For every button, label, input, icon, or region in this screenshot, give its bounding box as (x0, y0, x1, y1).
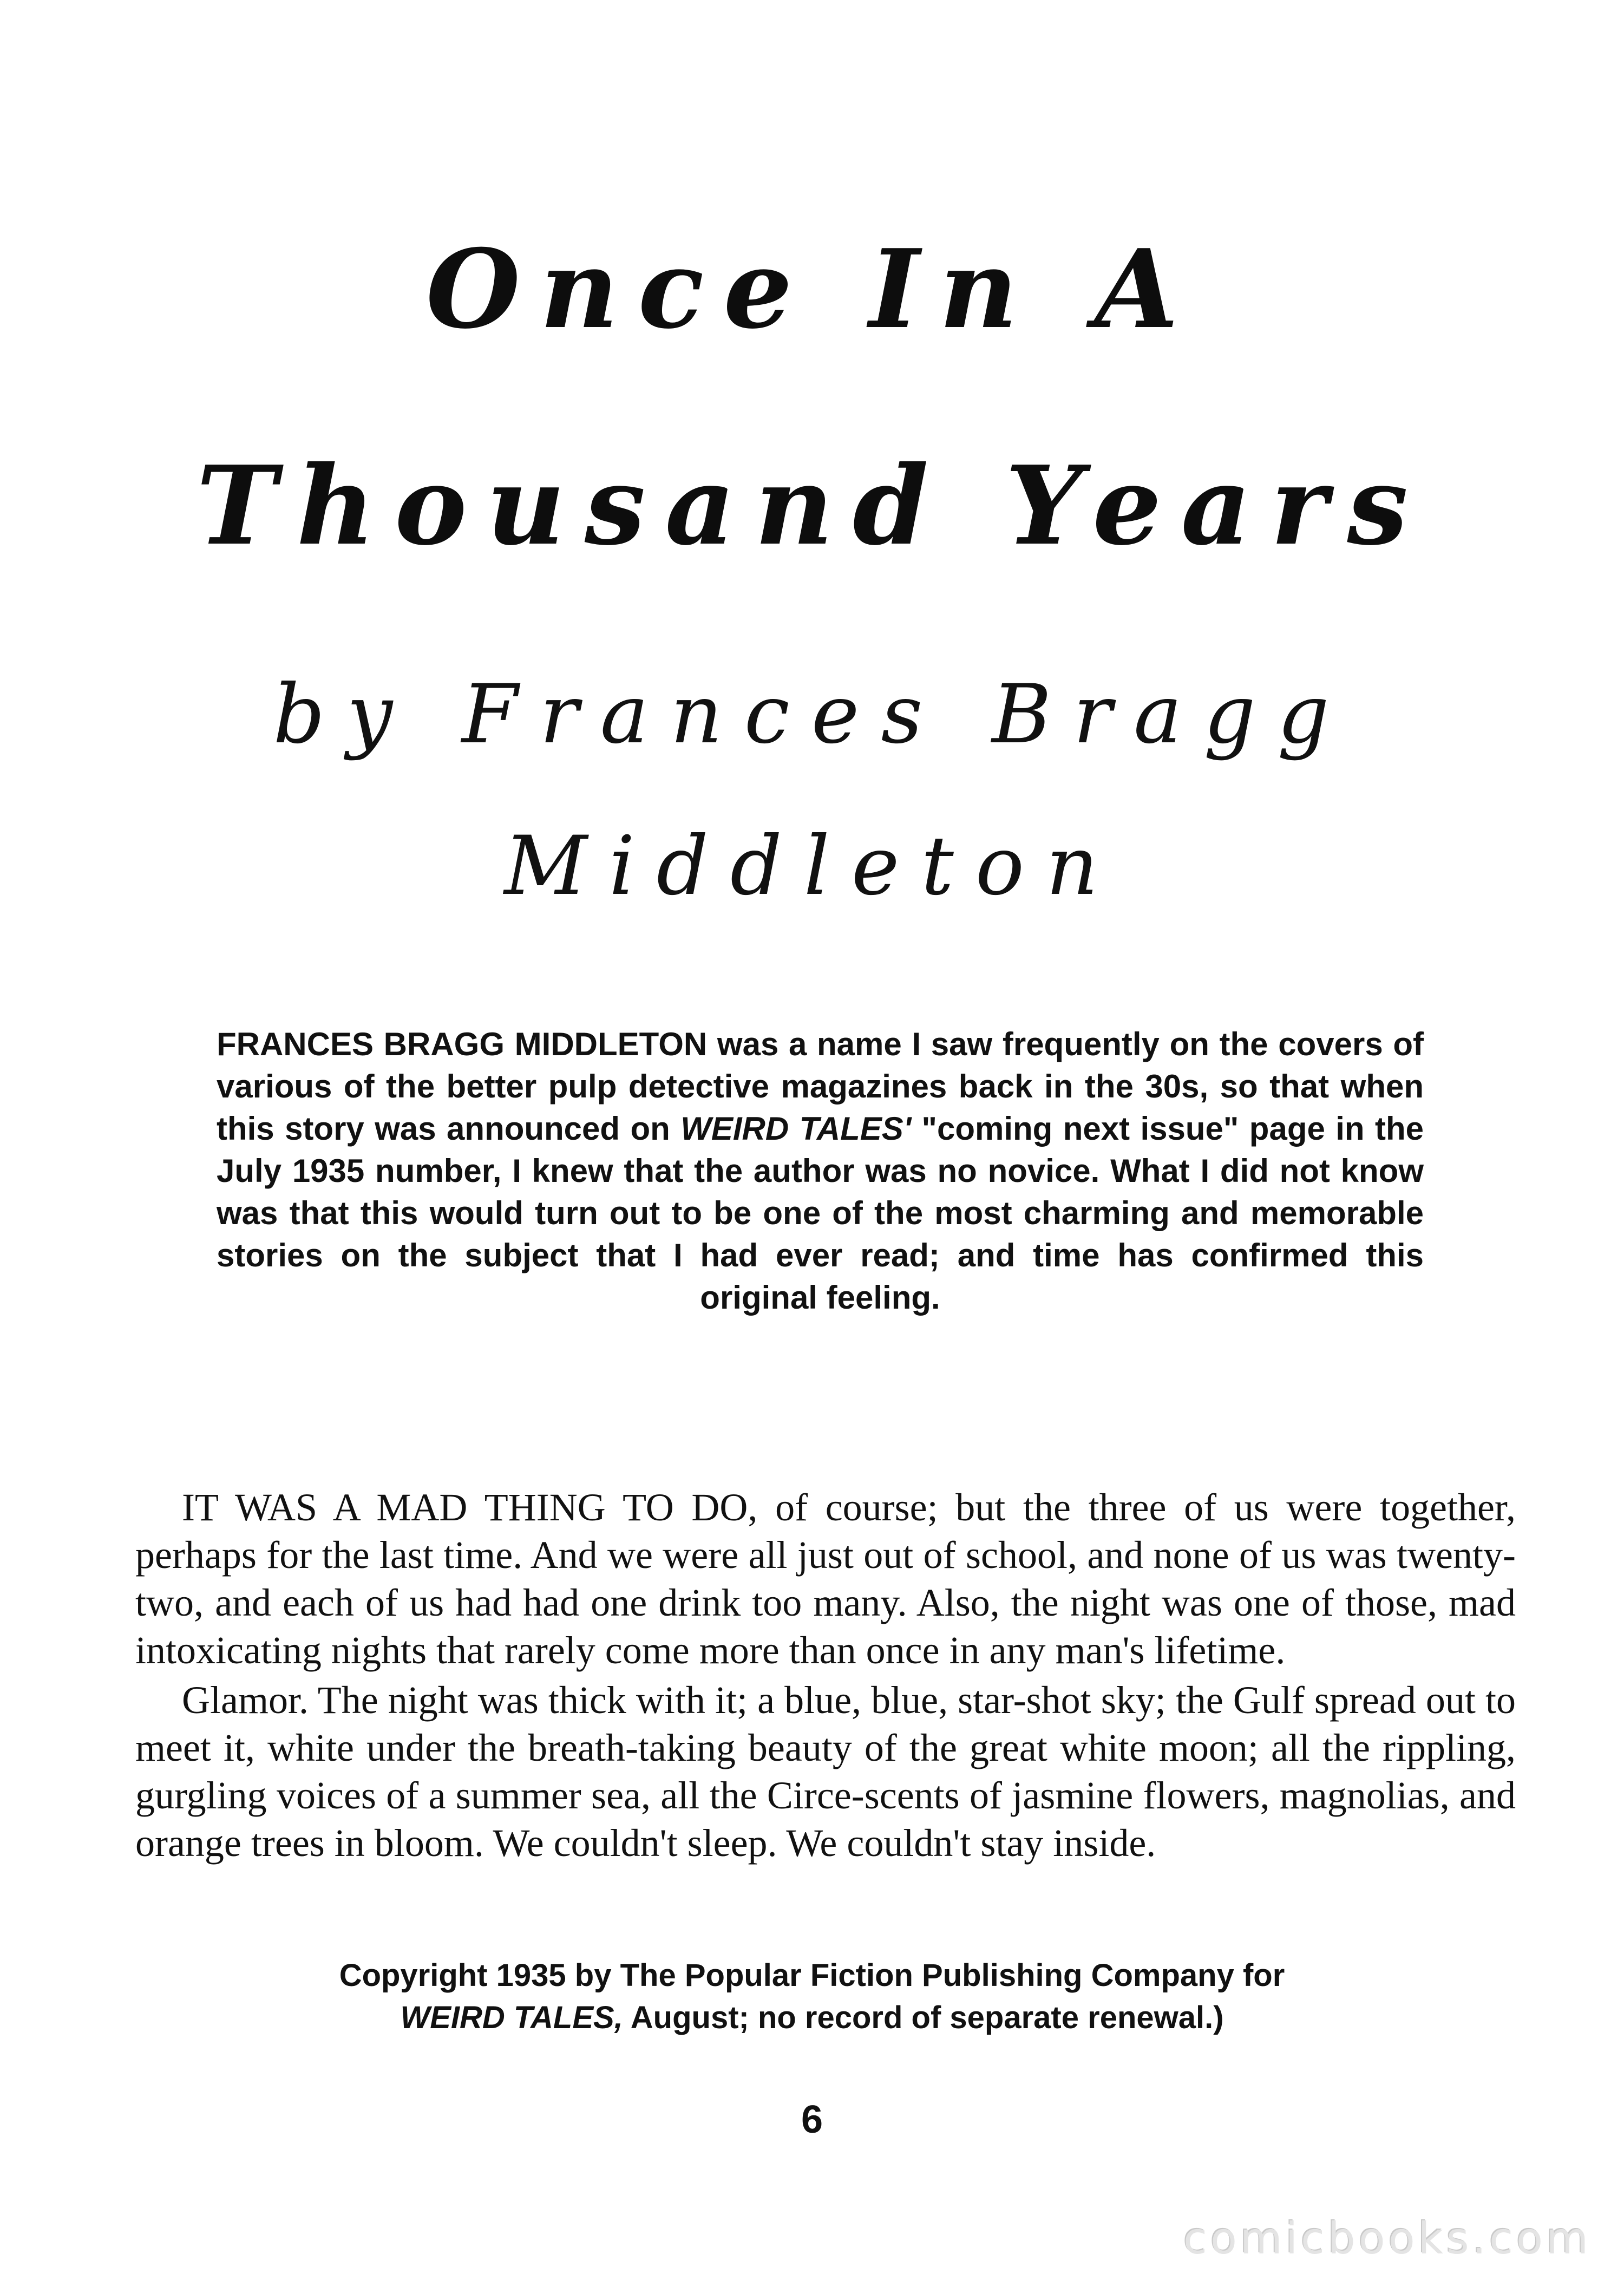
author-byline-line-2: Middleton (504, 819, 1120, 913)
story-paragraph-1: IT WAS A MAD THING TO DO, of course; but the three of us were together, perhaps for the last time. And we were all just out of school, and none of us was twenty-two, and each of us had had one drink too many. Also, the night was one of those, mad intoxicating nights that rarely come more than once in any man's lifetime. (135, 1486, 1516, 1672)
author-byline-line-1: by Frances Bragg (273, 668, 1351, 762)
editor-introduction (217, 1023, 1424, 1319)
intro-text-part-1: FRANCES BRAGG MIDDLETON was a name I saw frequently on the covers of various of the better pulp detective magazines back in the 30s, so that when this story was announced on (217, 1026, 1424, 1147)
copyright-magazine-name: WEIRD TALES, (400, 2000, 623, 2035)
watermark: comicbooks.com (1183, 2213, 1592, 2264)
copyright-line-1: Copyright 1935 by The Popular Fiction Publishing Company for (339, 1958, 1285, 1993)
story-paragraph-2: Glamor. The night was thick with it; a blue, blue, star-shot sky; the Gulf spread out to meet it, white under the breath-taking beauty of the great white moon; all the rippling, gurgling voices of a summer sea, all the Circe-scents of jasmine flowers, magnolias, and orange trees in bloom. We couldn't sleep. We couldn't stay inside. (135, 1678, 1516, 1865)
story-title-line-2: Thousand Years (196, 442, 1428, 570)
copyright-line-2 (162, 1997, 1462, 2039)
copyright-notice (162, 1955, 1462, 2039)
story-title-line-1: Once In A (425, 226, 1199, 353)
page-number: 6 (801, 2098, 823, 2141)
story-body (135, 1484, 1516, 1867)
intro-magazine-name: WEIRD TALES' (680, 1110, 912, 1147)
intro-text-part-2: "coming next issue" page in the July 1935 number, I knew that the author was no novice. What I did not know was that this would turn out to be one of the most charming and memorable stories on the subject that I had ever read; and time has confirmed this original feeling. (217, 1110, 1424, 1316)
copyright-line-2-text: August; no record of separate renewal.) (623, 2000, 1224, 2035)
